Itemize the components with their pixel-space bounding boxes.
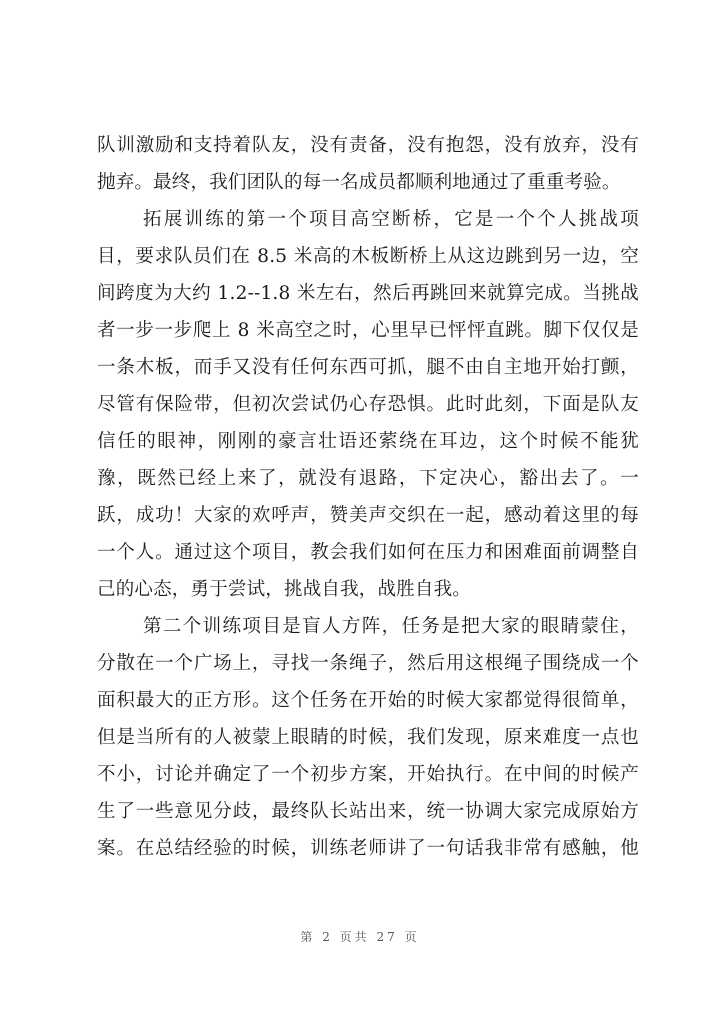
text-line: 队训激励和支持着队友，没有责备，没有抱怨，没有放弃，没有 [97, 135, 639, 156]
text-line: 信任的眼神，刚刚的豪言壮语还萦绕在耳边，这个时候不能犹 [97, 431, 639, 452]
text-line: 第二个训练项目是盲人方阵，任务是把大家的眼睛蒙住， [143, 616, 639, 637]
text-line: 目，要求队员们在 8.5 米高的木板断桥上从这边跳到另一边，空 [97, 246, 639, 267]
text-line: 分散在一个广场上，寻找一条绳子，然后用这根绳子围绕成一个 [97, 653, 639, 674]
page-footer: 第 2 页共 27 页 [300, 930, 420, 944]
text-line: 拓展训练的第一个项目高空断桥，它是一个个人挑战项 [143, 209, 639, 230]
text-line: 抛弃。最终，我们团队的每一名成员都顺利地通过了重重考验。 [97, 172, 621, 193]
document-body [97, 127, 639, 867]
text-line: 跃，成功！大家的欢呼声，赞美声交织在一起，感动着这里的每 [97, 505, 639, 526]
text-line: 者一步一步爬上 8 米高空之时，心里早已怦怦直跳。脚下仅仅是 [97, 320, 639, 341]
text-line: 案。在总结经验的时候，训练老师讲了一句话我非常有感触，他 [97, 838, 639, 859]
text-line: 豫，既然已经上来了，就没有退路，下定决心，豁出去了。一 [97, 468, 639, 489]
text-line: 不小，讨论并确定了一个初步方案，开始执行。在中间的时候产 [97, 764, 639, 785]
text-line: 生了一些意见分歧，最终队长站出来，统一协调大家完成原始方 [97, 801, 639, 822]
text-line: 面积最大的正方形。这个任务在开始的时候大家都觉得很简单， [97, 690, 639, 711]
text-line: 一条木板，而手又没有任何东西可抓，腿不由自主地开始打颤， [97, 357, 639, 378]
text-line: 但是当所有的人被蒙上眼睛的时候，我们发现，原来难度一点也 [97, 727, 639, 748]
text-line: 一个人。通过这个项目，教会我们如何在压力和困难面前调整自 [97, 542, 639, 563]
text-line: 间跨度为大约 1.2--1.8 米左右，然后再跳回来就算完成。当挑战 [97, 283, 639, 304]
paragraph [97, 608, 639, 867]
paragraph [97, 201, 639, 608]
text-line: 己的心态，勇于尝试，挑战自我，战胜自我。 [97, 579, 472, 600]
text-line: 尽管有保险带，但初次尝试仍心存恐惧。此时此刻，下面是队友 [97, 394, 639, 415]
paragraph [97, 127, 639, 201]
